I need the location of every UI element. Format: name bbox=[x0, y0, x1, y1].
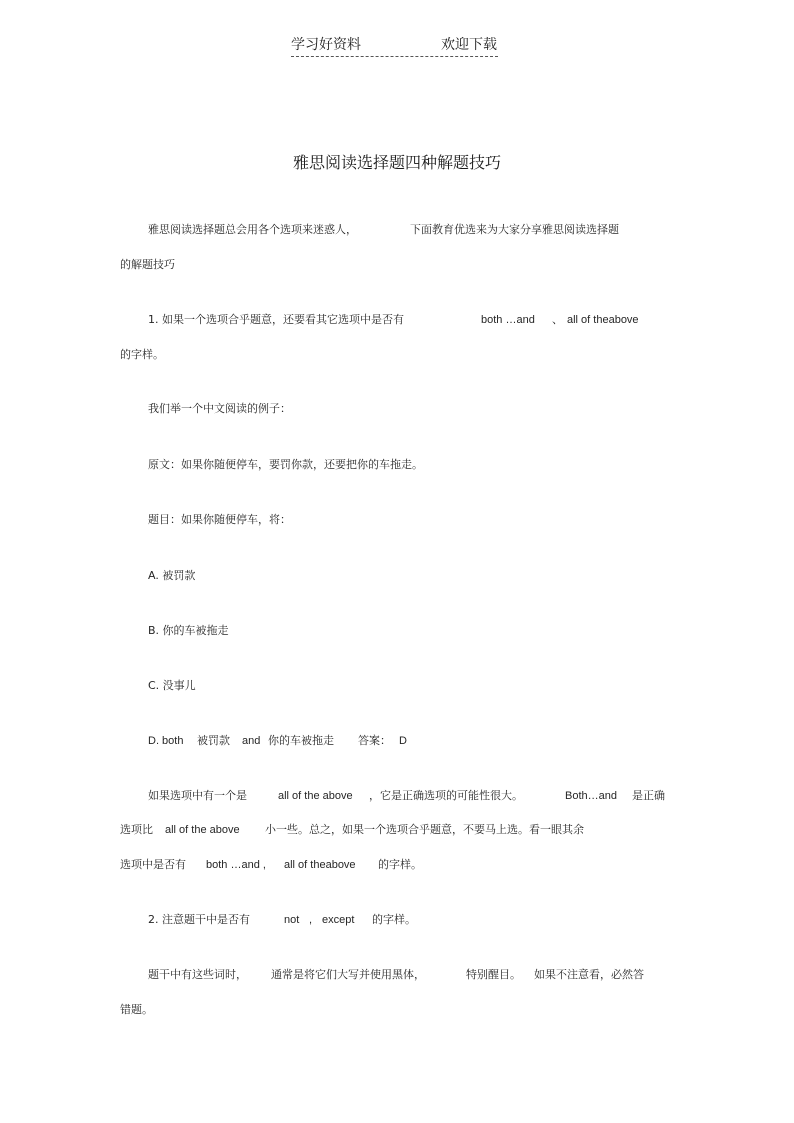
explain-l2-c: 小一些。总之，如果一个选项合乎题意，不要马上选。看一眼其余 bbox=[265, 823, 584, 836]
header-right-text: 欢迎下载 bbox=[441, 37, 497, 53]
tip1-all-of-the-above: all of theabove bbox=[567, 314, 639, 326]
tip1-continuation: 的字样。 bbox=[120, 348, 164, 361]
explain-l1-d: Both…and bbox=[565, 790, 617, 802]
explain-l2-b: all of the above bbox=[165, 824, 240, 836]
intro-line1-part2: 下面教育优选来为大家分享雅思阅读选择题 bbox=[410, 223, 619, 236]
tip1-both-and: both …and bbox=[481, 314, 535, 326]
tip2-except: except bbox=[322, 914, 355, 926]
tip2-not: not bbox=[284, 914, 300, 926]
intro-line1-part1: 雅思阅读选择题总会用各个选项来迷惑人， bbox=[148, 223, 357, 236]
option-d-label: D. both bbox=[148, 735, 184, 747]
explain-l1-b: all of the above bbox=[278, 790, 353, 802]
explain-l1-e: 是正确 bbox=[632, 789, 665, 802]
tip2-e: 的字样。 bbox=[372, 913, 416, 926]
last-l2: 错题。 bbox=[120, 1003, 153, 1016]
document-title: 雅思阅读选择题四种解题技巧 bbox=[292, 153, 501, 172]
explain-l1-c: ，它是正确选项的可能性很大。 bbox=[369, 789, 523, 802]
explain-l2-a: 选项比 bbox=[120, 823, 153, 836]
option-d-and: and bbox=[242, 735, 261, 747]
intro-line2: 的解题技巧 bbox=[120, 258, 175, 271]
last-l1-c: 特别醒目。 bbox=[466, 968, 521, 981]
option-a: A. 被罚款 bbox=[148, 569, 196, 582]
last-l1-d: 如果不注意看，必然答 bbox=[534, 968, 644, 981]
example-intro: 我们举一个中文阅读的例子： bbox=[148, 402, 291, 415]
explain-l3-d: 的字样。 bbox=[378, 858, 422, 871]
tip2-comma: , bbox=[309, 914, 313, 926]
option-c: C. 没事儿 bbox=[148, 679, 196, 692]
tip2-a: 2. 注意题干中是否有 bbox=[148, 913, 250, 926]
example-original: 原文：如果你随便停车，要罚你款，还要把你的车拖走。 bbox=[148, 458, 423, 471]
explain-l1-a: 如果选项中有一个是 bbox=[148, 789, 247, 802]
last-l1-a: 题干中有这些词时， bbox=[148, 968, 247, 981]
option-b: B. 你的车被拖走 bbox=[148, 624, 229, 637]
last-l1-b: 通常是将它们大写并使用黑体， bbox=[271, 968, 425, 981]
explain-l3-b: both …and , bbox=[206, 859, 266, 871]
page-header bbox=[291, 34, 498, 57]
answer-label: 答案： bbox=[358, 734, 391, 747]
answer-value: D bbox=[399, 735, 407, 747]
header-left-text: 学习好资料 bbox=[291, 37, 361, 53]
option-d-part1: 被罚款 bbox=[197, 734, 230, 747]
tip1-separator: 、 bbox=[552, 313, 563, 326]
explain-l3-c: all of theabove bbox=[284, 859, 356, 871]
option-d-part2: 你的车被拖走 bbox=[268, 734, 334, 747]
example-question: 题目：如果你随便停车，将： bbox=[148, 513, 291, 526]
tip1-text: 1. 如果一个选项合乎题意，还要看其它选项中是否有 bbox=[148, 313, 404, 326]
explain-l3-a: 选项中是否有 bbox=[120, 858, 186, 871]
